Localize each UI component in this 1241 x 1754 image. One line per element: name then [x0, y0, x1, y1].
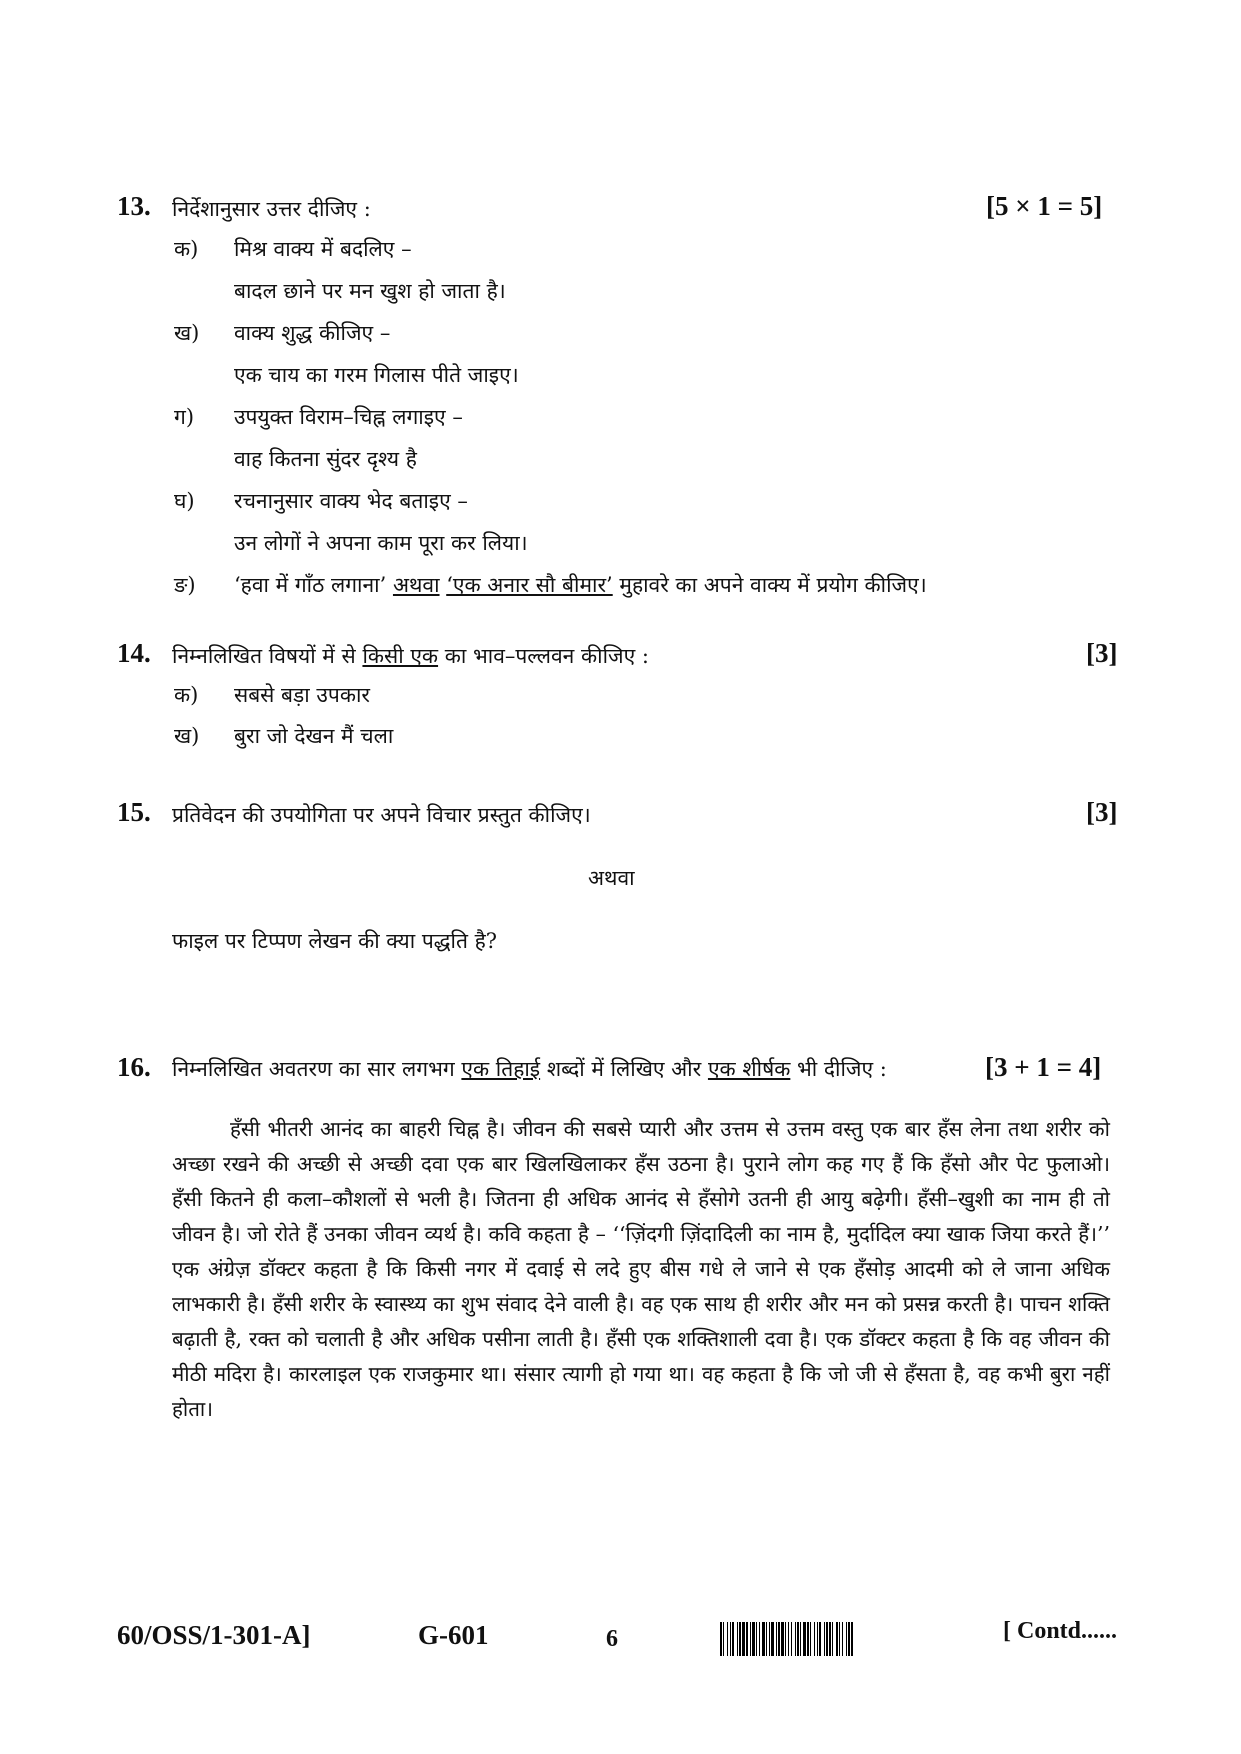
q16-prompt-b: शब्दों में लिखिए और: [546, 1057, 702, 1081]
q13-idiom-2: ‘एक अनार सौ बीमार’: [446, 573, 613, 597]
q16-prompt-underlined-1: एक तिहाई: [461, 1057, 541, 1081]
q16-prompt-c: भी दीजिए :: [797, 1057, 887, 1081]
series-code: G-601: [418, 1620, 489, 1650]
q15-prompt: प्रतिवेदन की उपयोगिता पर अपने विचार प्रस्तुत कीजिए।: [172, 803, 591, 827]
q13-marks: [5 × 1 = 5]: [986, 191, 1103, 221]
q16-prompt-a: निम्नलिखित अवतरण का सार लगभग: [172, 1057, 455, 1081]
q13-part-instruction: उपयुक्त विराम–चिह्न लगाइए –: [234, 405, 463, 429]
q13-part-text: बादल छाने पर मन खुश हो जाता है।: [234, 279, 506, 303]
q15-number: 15.: [117, 797, 151, 827]
q13-idiom-1: ‘हवा में गाँठ लगाना’: [234, 573, 387, 597]
q13-part-text: उन लोगों ने अपना काम पूरा कर लिया।: [234, 531, 528, 555]
q13-part-label: ख): [174, 321, 200, 345]
q13-part-instruction: वाक्य शुद्ध कीजिए –: [234, 321, 391, 345]
q13-part5-label: ङ): [174, 573, 196, 597]
page-number: 6: [606, 1626, 618, 1652]
q13-part5-rest: मुहावरे का अपने वाक्य में प्रयोग कीजिए।: [619, 573, 927, 597]
q15-or: अथवा: [588, 866, 635, 890]
q14-option-text: सबसे बड़ा उपकार: [234, 683, 370, 707]
q14-prompt-after: का भाव–पल्लवन कीजिए :: [444, 644, 649, 668]
q14-marks: [3]: [1086, 638, 1118, 668]
q13-part-instruction: मिश्र वाक्य में बदलिए –: [234, 237, 412, 261]
q16-prompt-underlined-2: एक शीर्षक: [707, 1057, 791, 1081]
q14-option-label: ख): [174, 724, 200, 748]
barcode-bar: [851, 1622, 853, 1656]
q15-alternate: फाइल पर टिप्पण लेखन की क्या पद्धति है?: [172, 929, 498, 953]
q13-part-text: एक चाय का गरम गिलास पीते जाइए।: [234, 363, 519, 387]
q14-prompt-underlined: किसी एक: [362, 644, 439, 668]
q13-part-label: घ): [174, 489, 195, 513]
q14-option-label: क): [174, 683, 199, 707]
q13-prompt: निर्देशानुसार उत्तर दीजिए :: [172, 197, 371, 221]
q15-marks: [3]: [1086, 797, 1118, 827]
q13-or: अथवा: [392, 573, 440, 597]
q13-part-label: ग): [174, 405, 195, 429]
q13-part-text: वाह कितना सुंदर दृश्य है: [234, 447, 417, 471]
q14-prompt-before: निम्नलिखित विषयों में से: [172, 644, 356, 668]
q16-number: 16.: [117, 1052, 151, 1082]
q16-marks: [3 + 1 = 4]: [985, 1052, 1102, 1082]
contd-label: [ Contd......: [1003, 1618, 1118, 1644]
q16-prompt: [172, 1054, 887, 1084]
q13-number: 13.: [117, 191, 151, 221]
q14-option-text: बुरा जो देखन मैं चला: [234, 724, 394, 748]
q14-prompt: [172, 641, 649, 671]
q13-part5-sentence: [234, 570, 927, 600]
q14-number: 14.: [117, 638, 151, 668]
q13-part-instruction: रचनानुसार वाक्य भेद बताइए –: [234, 489, 468, 513]
q13-part-label: क): [174, 237, 199, 261]
barcode: [720, 1622, 984, 1656]
q16-passage: हँसी भीतरी आनंद का बाहरी चिह्न है। जीवन की सबसे प्यारी और उत्तम से उत्तम वस्तु एक बार हँस लेना तथा शरीर को अच्छा रखने की अच्छी से अच्छी दवा एक बार खिलखिलाकर हँस उठना है। पुराने लोग कह गए हैं कि हँसो और पेट फुलाओ। हँसी कितने ही कला–कौशलों से भली है। जितना ही अधिक आनंद से हँसोगे उतनी ही आयु बढ़ेगी। हँसी–खुशी का नाम ही तो जीवन है। जो रोते हैं उनका जीवन व्यर्थ है। कवि कहता है – ‘‘ज़िंदगी ज़िंदादिली का नाम है, मुर्दादिल क्या खाक जिया करते हैं।’’ एक अंग्रेज़ डॉक्टर कहता है कि किसी नगर में दवाई से लदे हुए बीस गधे ले जाने से एक हँसोड़ आदमी को ले जाना अधिक लाभकारी है। हँसी शरीर के स्वास्थ्य का शुभ संवाद देने वाली है। वह एक साथ ही शरीर और मन को प्रसन्न करती है। पाचन शक्ति बढ़ाती है, रक्त को चलाती है और अधिक पसीना लाती है। हँसी एक शक्तिशाली दवा है। एक डॉक्टर कहता है कि वह जीवन की मीठी मदिरा है। कारलाइल एक राजकुमार था। संसार त्यागी हो गया था। वह कहता है कि जो जी से हँसता है, वह कभी बुरा नहीं होता।: [172, 1117, 1110, 1421]
paper-code: 60/OSS/1-301-A]: [117, 1620, 311, 1650]
